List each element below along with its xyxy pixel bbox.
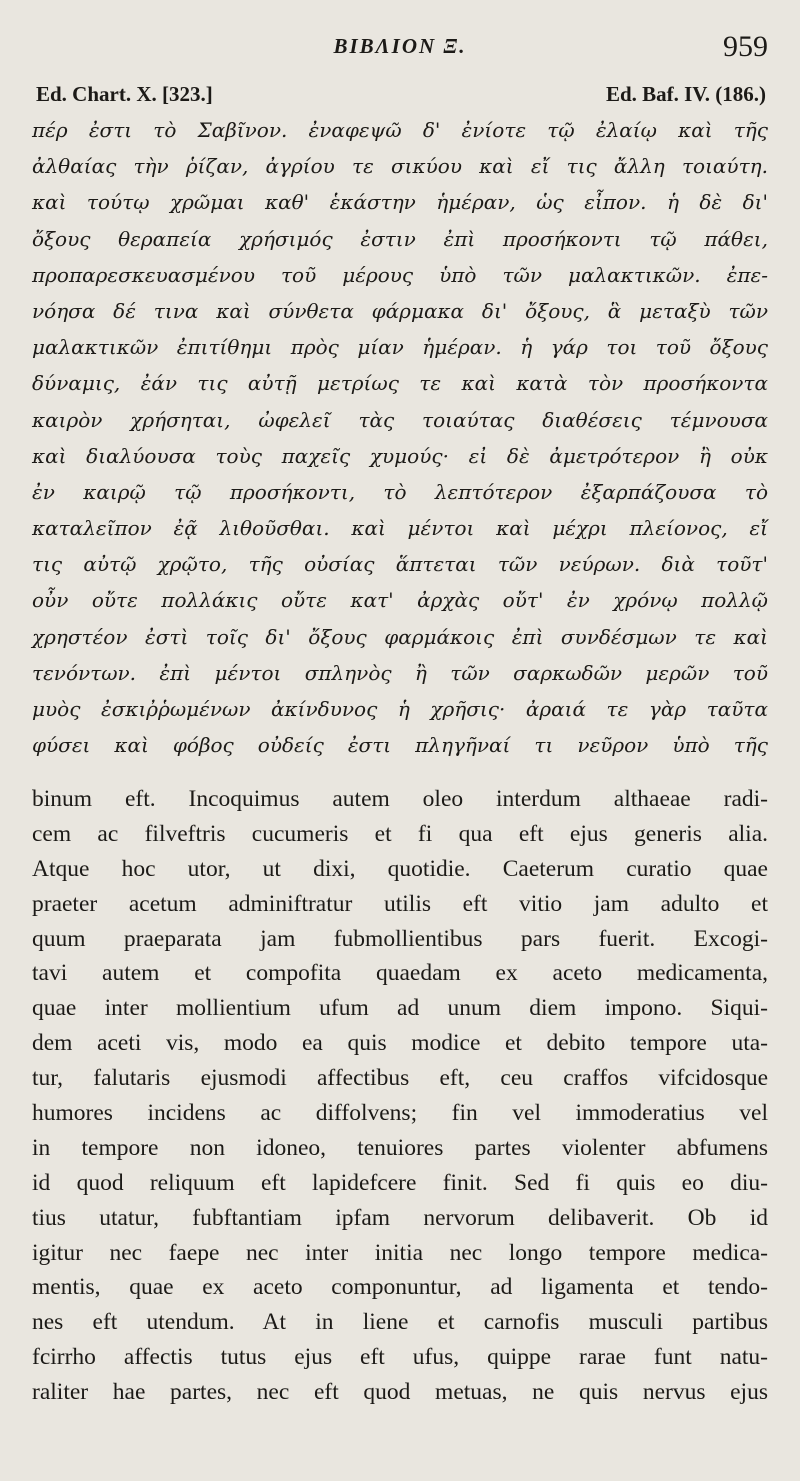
running-head (0, 30, 800, 70)
page-number: 959 (723, 30, 768, 63)
latin-line: binum eft. Incoquimus autem oleo interdum althaeae radi- (32, 786, 768, 812)
latin-line: praeter acetum adminiftratur utilis eft vitio jam adulto et (32, 890, 768, 917)
latin-line: cem ac filveftris cucumeris et fi qua eft ejus generis alia. (32, 820, 768, 847)
book-title: BIBΛΙΟΝ Ξ. (333, 34, 467, 58)
greek-line: οὖν οὔτε πολλάκις οὔτε κατ' ἀρχὰς οὔτ' ἐν χρόνῳ πολλῷ (32, 588, 768, 613)
edition-references (36, 82, 766, 112)
greek-line: προπαρεσκευασμένου τοῦ μέρους ὑπὸ τῶν μαλακτικῶν. ἐπε- (32, 262, 768, 287)
edition-basel-ref: Ed. Baf. IV. (186.) (605, 82, 766, 106)
latin-line: dem aceti vis, modo ea quis modice et debito tempore uta- (32, 1030, 768, 1057)
greek-line: μαλακτικῶν ἐπιτίθημι πρὸς μίαν ἡμέραν. ἡ γάρ τοι τοῦ ὄξους (32, 335, 768, 360)
latin-line: tur, falutaris ejusmodi affectibus eft, ceu craffos vifcidosque (32, 1065, 768, 1092)
greek-line: ἀλθαίας τὴν ῥίζαν, ἀγρίου τε σικύου καὶ εἴ τις ἄλλη τοιαύτη. (32, 154, 768, 179)
greek-line: δύναμις, ἐάν τις αὐτῇ μετρίως τε καὶ κατὰ τὸν προσήκοντα (32, 371, 768, 396)
greek-line: ἐν καιρῷ τῷ προσήκοντι, τὸ λεπτότερον ἐξαρπάζουσα τὸ (32, 479, 768, 504)
latin-line: igitur nec faepe nec inter initia nec longo tempore medica- (32, 1239, 768, 1266)
latin-line: nes eft utendum. At in liene et carnofis musculi partibus (32, 1309, 768, 1336)
greek-line: ὄξους θεραπεία χρήσιμός ἐστιν ἐπὶ προσήκοντι τῷ πάθει, (32, 226, 768, 251)
greek-line: χρηστέον ἐστὶ τοῖς δι' ὄξους φαρμάκοις ἐπὶ συνδέσμων τε καὶ (32, 624, 768, 649)
greek-line: καὶ διαλύουσα τοὺς παχεῖς χυμούς· εἰ δὲ ἀμετρότερον ἢ οὐκ (32, 443, 768, 468)
edition-chartier-ref: Ed. Chart. X. [323.] (36, 82, 213, 106)
latin-line: quae inter mollientium ufum ad unum diem impono. Siqui- (32, 995, 768, 1022)
latin-line: humores incidens ac diffolvens; fin vel immoderatius vel (32, 1100, 768, 1127)
latin-line: Atque hoc utor, ut dixi, quotidie. Caeterum curatio quae (32, 855, 768, 882)
latin-line: tavi autem et compofita quaedam ex aceto medicamenta, (32, 960, 768, 987)
greek-line: νόησα δέ τινα καὶ σύνθετα φάρμακα δι' ὄξους, ἃ μεταξὺ τῶν (32, 298, 768, 323)
greek-line: φύσει καὶ φόβος οὐδείς ἐστι πληγῆναί τι νεῦρον ὑπὸ τῆς (32, 733, 768, 758)
greek-line: καταλεῖπον ἐᾷ λιθοῦσθαι. καὶ μέντοι καὶ μέχρι πλείονος, εἴ (32, 516, 768, 541)
latin-line: in tempore non idoneo, tenuiores partes violenter abfumens (32, 1134, 768, 1161)
latin-translation-block (32, 782, 768, 1410)
latin-line: fcirrho affectis tutus ejus eft ufus, quippe rarae funt natu- (32, 1344, 768, 1371)
greek-line: πέρ ἐστι τὸ Σαβῖνον. ἐναφεψῶ δ' ἐνίοτε τῷ ἐλαίῳ καὶ τῆς (32, 118, 768, 142)
greek-line: μυὸς ἐσκιῤῥωμένων ἀκίνδυνος ἡ χρῆσις· ἀραιά τε γὰρ ταῦτα (32, 697, 768, 721)
greek-line: τενόντων. ἐπὶ μέντοι σπληνὸς ἢ τῶν σαρκωδῶν μερῶν τοῦ (32, 660, 768, 685)
greek-line: τις αὐτῷ χρῷτο, τῆς οὐσίας ἅπτεται τῶν νεύρων. διὰ τοῦτ' (32, 552, 768, 577)
latin-line: quum praeparata jam fubmollientibus pars fuerit. Excogi- (32, 925, 768, 952)
greek-line: καὶ τούτῳ χρῶμαι καθ' ἑκάστην ἡμέραν, ὡς εἶπον. ἡ δὲ δι' (32, 190, 768, 215)
latin-line: mentis, quae ex aceto componuntur, ad ligamenta et tendo- (32, 1274, 768, 1301)
greek-line: καιρὸν χρήσηται, ὠφελεῖ τὰς τοιαύτας διαθέσεις τέμνουσα (32, 407, 768, 432)
greek-text-block (32, 112, 768, 763)
latin-line: id quod reliquum eft lapidefcere finit. Sed fi quis eo diu- (32, 1169, 768, 1196)
latin-line: raliter hae partes, nec eft quod metuas, ne quis nervus ejus (32, 1379, 768, 1406)
latin-line: tius utatur, fubftantiam ipfam nervorum delibaverit. Ob id (32, 1204, 768, 1231)
